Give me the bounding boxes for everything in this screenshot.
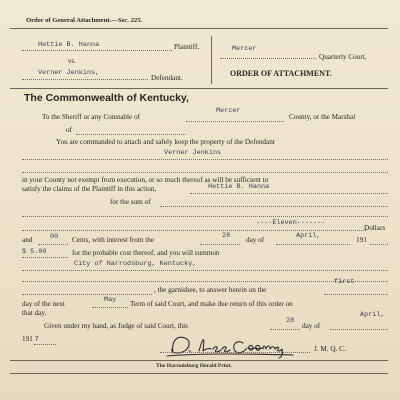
caption-brace <box>211 36 212 84</box>
county-filled-line <box>186 121 284 122</box>
caption-rule <box>10 88 388 89</box>
cents-value: 00 <box>50 233 59 241</box>
plaintiff-filled: Hettie B. Hanna <box>208 183 270 191</box>
sum-line <box>160 206 388 207</box>
answer-day-line <box>324 294 388 295</box>
vs-label: vs. <box>68 57 76 65</box>
amount-words-line <box>22 230 366 231</box>
given-month: April, <box>360 311 385 319</box>
term-month: May <box>104 296 117 304</box>
header-rule <box>10 28 388 29</box>
given-day-line <box>270 329 300 330</box>
given-year <box>22 336 39 344</box>
given-year-prefix: 191 <box>22 335 33 343</box>
commanded-text: You are commanded to attach and safely keep the property of the Defendant <box>56 138 275 146</box>
interest-day-line <box>200 244 240 245</box>
plaintiff-line <box>22 50 172 51</box>
given-year-line <box>34 344 56 345</box>
footer-rule <box>10 360 388 361</box>
defendant-line <box>22 79 148 80</box>
that-day-text: that day. <box>22 309 47 317</box>
county-filled: Mercer <box>216 107 241 115</box>
costs-amount: $ 5.00 <box>22 248 47 256</box>
interest-year: 191 <box>356 236 367 244</box>
defendant-filled-line <box>22 159 388 160</box>
blank-line-1 <box>22 172 388 173</box>
answer-day: first <box>334 278 355 286</box>
order-title: ORDER OF ATTACHMENT. <box>230 69 332 78</box>
given-month-line <box>330 329 388 330</box>
plaintiff-label: Plaintiff, <box>174 43 200 51</box>
defendant-filled: Verner Jenkins <box>164 149 222 157</box>
amount-words: ----Eleven------- <box>256 219 326 227</box>
dollars-label: Dollars <box>364 224 386 232</box>
next-text: day of the next <box>22 300 65 308</box>
form-title-text: Order of General Attachment. <box>26 17 112 24</box>
given-day-of: day of <box>302 322 321 330</box>
given-year-digit: 7 <box>34 336 39 344</box>
garnishee-line-1 <box>22 270 388 271</box>
term-month-line <box>92 307 128 308</box>
plaintiff-name: Hettie B. Hanna <box>38 41 100 49</box>
form-section: Sec. 225. <box>117 17 143 24</box>
defendant-label: Defendant. <box>151 74 183 82</box>
commonwealth-heading: The Commonwealth of Kentucky, <box>24 92 189 104</box>
of-label: of <box>66 126 72 134</box>
court-label: Quarterly Court, <box>319 53 367 61</box>
blank-line-2 <box>22 216 388 217</box>
term-text: Term of said Court, and make due return of this order on <box>130 300 293 308</box>
garnishee-line-2 <box>22 294 152 295</box>
signature-line <box>160 352 310 353</box>
interest-text: Cents, with interest from the <box>72 236 155 244</box>
defendant-name: Verner Jenkins, <box>38 69 100 77</box>
printer-line: The Harrodsburg Herald Print. <box>156 363 232 369</box>
sum-label: for the sum of <box>110 198 151 206</box>
satisfy-text: satisfy the claims of the Plaintiff in this action, <box>22 185 157 193</box>
costs-line <box>22 257 68 258</box>
interest-day-of: day of <box>246 236 265 244</box>
cents-line <box>38 244 68 245</box>
of-line <box>76 134 186 135</box>
interest-month: April, <box>296 232 321 240</box>
plaintiff-filled-line <box>190 193 388 194</box>
court-county: Mercer <box>232 45 257 53</box>
given-text: Given under my hand, as Judge of said Court, this <box>44 322 188 330</box>
court-county-line <box>220 58 316 59</box>
garnishee-text: , the garnishee, to answer herein on the <box>154 286 267 294</box>
garnishee-filled: City of Harrodsburg, Kentucky, <box>74 260 197 268</box>
and-label: and <box>22 236 33 244</box>
given-day: 28 <box>286 317 295 325</box>
judge-signature <box>163 331 313 359</box>
county-or-marshal: County, or the Marshal <box>289 113 356 121</box>
judge-suffix: J. M. Q. C. <box>314 345 346 353</box>
footer-rule-bottom <box>10 373 388 374</box>
interest-month-line <box>276 244 350 245</box>
interest-day: 28 <box>222 232 231 240</box>
to-sheriff-text: To the Sheriff or any Constable of <box>42 113 140 121</box>
form-title: Order of General Attachment.—Sec. 225. <box>26 17 143 24</box>
costs-text: for the probable cost thereof, and you will summon <box>72 249 220 257</box>
interest-year-line <box>370 244 388 245</box>
exempt-text: in your County not exempt from execution, or so much thereof as will be sufficient to <box>22 176 269 184</box>
